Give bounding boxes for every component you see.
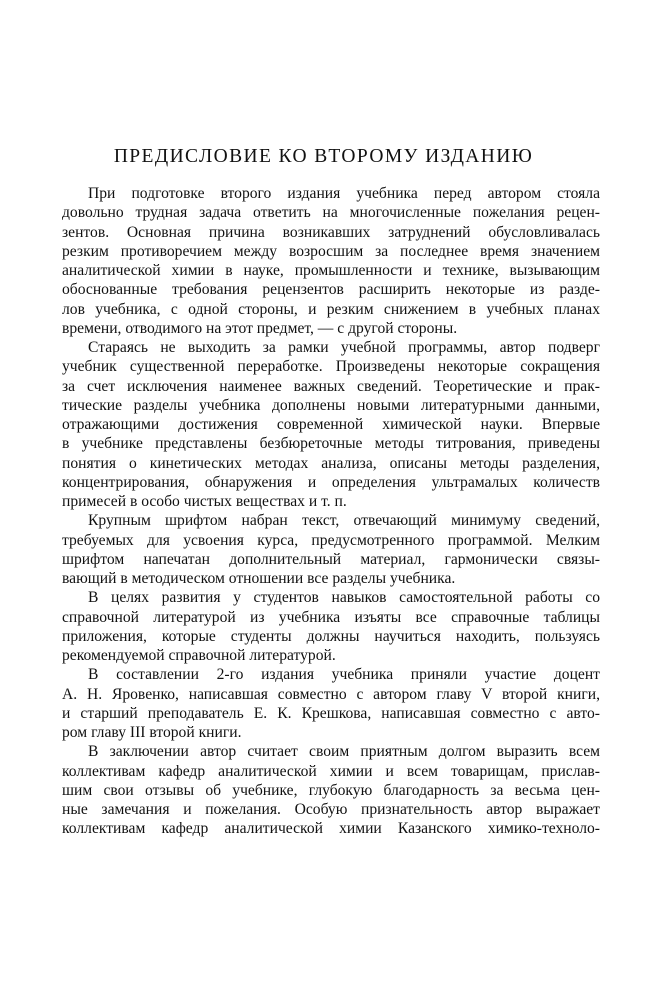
paragraph [62, 588, 600, 665]
preface-body [62, 184, 600, 839]
text-line: зентов. Основная причина возникавших затруднений обусловливалась [62, 223, 600, 241]
text-line: отражающими достижения современной химической науки. Впервые [62, 416, 600, 433]
text-line: вающий в методическом отношении все разделы учебника. [62, 570, 456, 587]
text-line: Крупным шрифтом набран текст, отвечающий минимуму сведений, [88, 512, 600, 530]
text-line: приложения, которые студенты должны научиться находить, пользуясь [62, 627, 600, 645]
paragraph [62, 511, 600, 588]
text-line: коллективам кафедр аналитической химии и всем товарищам, прислав- [62, 762, 600, 780]
text-line: шрифтом напечатан дополнительный материал, гармонически связы- [62, 550, 600, 568]
text-line: Стараясь не выходить за рамки учебной программы, автор подверг [88, 339, 600, 356]
text-line: в учебнике представлены безбюреточные методы титрования, приведены [62, 435, 600, 453]
text-line: примесей в особо чистых веществах и т. п. [62, 493, 347, 510]
text-line: В целях развития у студентов навыков самостоятельной работы со [88, 589, 600, 607]
text-line: При подготовке второго издания учебника перед автором стояла [88, 185, 600, 202]
text-line: шим свои отзывы об учебнике, глубокую благодарность за весьма цен- [62, 781, 600, 799]
text-line: довольно трудная задача ответить на многочисленные пожелания рецен- [62, 204, 600, 222]
text-line: тические разделы учебника дополнены новыми литературными данными, [62, 396, 600, 414]
text-line: понятия о кинетических методах анализа, описаны методы разделения, [62, 454, 600, 472]
text-line: справочной литературой из учебника изъяты все справочные таблицы [62, 608, 600, 626]
text-line: концентрирования, обнаружения и определения ультрамалых количеств [62, 473, 600, 491]
text-line: и старший преподаватель Е. К. Крешкова, написавшая совместно с авто- [62, 704, 600, 722]
text-line: за счет исключения наименее важных сведений. Теоретические и прак- [62, 377, 600, 395]
page-title: ПРЕДИСЛОВИЕ КО ВТОРОМУ ИЗДАНИЮ [113, 146, 534, 167]
text-line: коллективам кафедр аналитической химии Казанского химико-техноло- [62, 820, 600, 838]
text-line: требуемых для усвоения курса, предусмотренного программой. Мелким [62, 531, 600, 549]
text-line: резким противоречием между возросшим за последнее время значением [62, 242, 600, 260]
text-line: В заключении автор считает своим приятным долгом выразить всем [88, 743, 600, 761]
paragraph [62, 184, 600, 338]
text-line: ные замечания и пожелания. Особую признательность автор выражает [62, 801, 600, 818]
text-line: аналитической химии в науке, промышленности и технике, вызывающим [62, 262, 600, 279]
paragraph [62, 742, 600, 838]
text-line: времени, отводимого на этот предмет, — с другой стороны. [62, 319, 458, 337]
text-line: рекомендуемой справочной литературой. [62, 647, 336, 664]
text-line: В составлении 2-го издания учебника приняли участие доцент [88, 666, 600, 684]
paragraph [62, 338, 600, 511]
text-line: А. Н. Яровенко, написавшая совместно с автором главу V второй книги, [62, 685, 600, 703]
text-line: обоснованные требования рецензентов расширить некоторые из разде- [62, 281, 600, 299]
text-line: лов учебника, с одной стороны, и резким снижением в учебных планах [62, 300, 600, 318]
paragraph [62, 665, 600, 742]
text-line: учебник существенной переработке. Произведены некоторые сокращения [62, 358, 600, 376]
text-line: ром главу III второй книги. [62, 724, 242, 741]
